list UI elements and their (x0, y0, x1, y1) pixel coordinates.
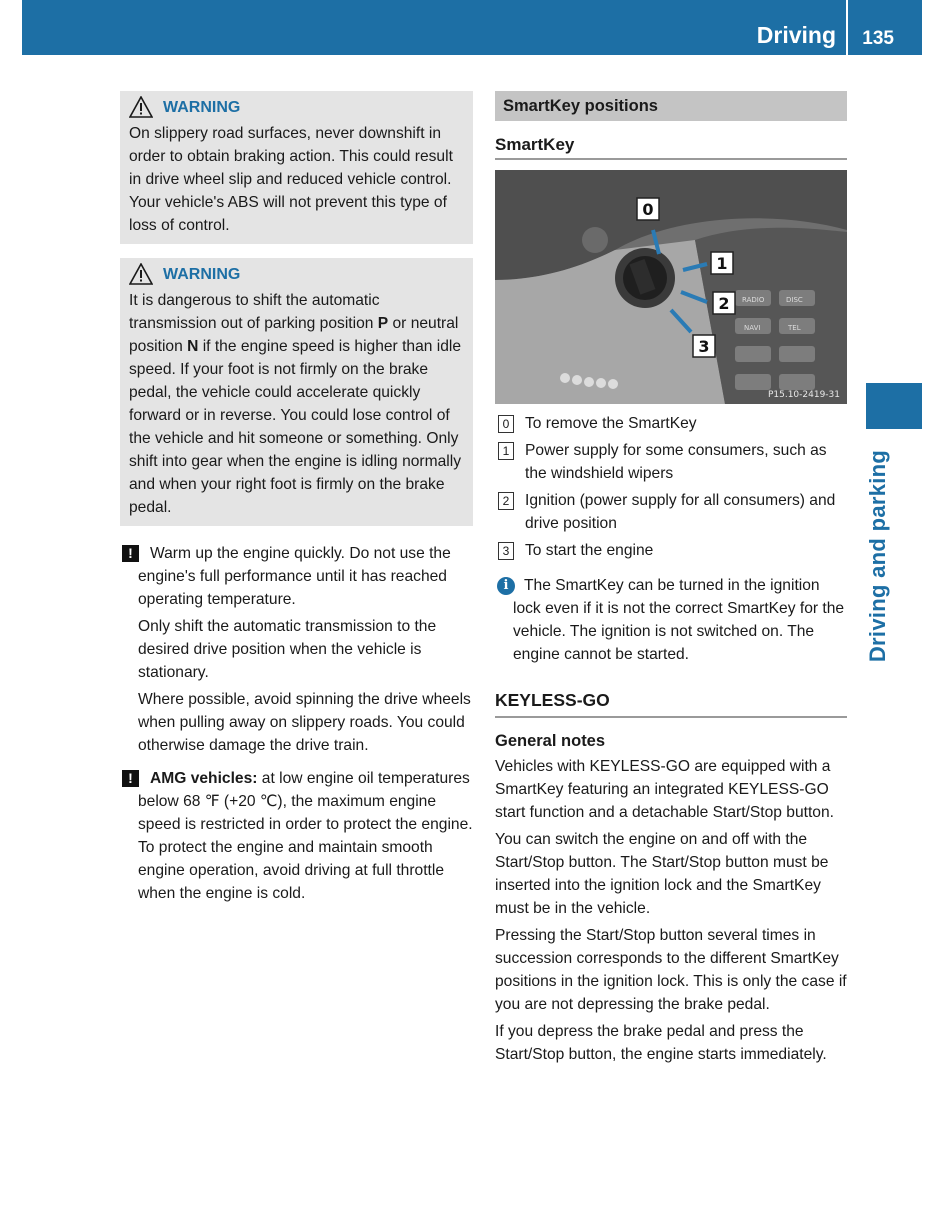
position-text: To start the engine (525, 542, 654, 559)
page-number: 135 (862, 28, 894, 49)
body-paragraph: If you depress the brake pedal and press the Start/Stop button, the engine starts immediately. (495, 1023, 827, 1063)
warning-box-1 (120, 91, 473, 244)
right-column (495, 91, 847, 1070)
note-bold-lead: AMG vehicles: (150, 770, 258, 787)
note-paragraph: Where possible, avoid spinning the drive wheels when pulling away on slippery roads. You could otherwise damage the drive train. (138, 691, 471, 754)
position-text: To remove the SmartKey (525, 415, 697, 432)
warning-text-part: if the engine speed is higher than idle speed. If your foot is not firmly on the brake pedal, the vehicle could accelerate quickly forward or in reverse. You could lose control of the vehicle and hit someone or something. Only shift into gear when the engine is idling normally and when your right foot is firmly on the brake pedal. (129, 338, 462, 516)
callout-3: 3 (698, 337, 710, 356)
exclamation-icon: ! (122, 770, 139, 787)
warning-triangle-icon (129, 96, 153, 118)
section-title: Driving (756, 22, 836, 48)
ignition-lock-photo (495, 170, 847, 404)
position-number-box: 0 (498, 415, 514, 433)
list-item (495, 539, 847, 562)
general-notes-heading: General notes (495, 732, 606, 750)
radio-button-label: RADIO (742, 296, 765, 304)
callout-1: 1 (716, 254, 728, 273)
gear-position-n: N (187, 338, 199, 355)
chapter-tab-label (865, 440, 891, 672)
body-paragraph: Pressing the Start/Stop button several times in succession corresponds to the different SmartKey positions in the ignition lock. This is only the case if you are not depressing the brake pedal. (495, 927, 847, 1013)
caution-note-2 (120, 767, 473, 905)
info-text: The SmartKey can be turned in the ignition lock even if it is not the correct SmartKey for the vehicle. The ignition is not switched on. The engine cannot be started. (513, 577, 845, 663)
body-paragraph: Vehicles with KEYLESS-GO are equipped with a SmartKey featuring an integrated KEYLESS-GO start function and a detachable Start/Stop button. (495, 758, 834, 821)
list-item (495, 412, 847, 435)
list-item (495, 489, 847, 535)
position-number-box: 2 (498, 492, 514, 510)
exclamation-icon: ! (122, 545, 139, 562)
section-heading: SmartKey positions (495, 91, 847, 121)
subsection-heading: SmartKey (495, 135, 847, 160)
warning-text: On slippery road surfaces, never downshift in order to obtain braking action. This could result in drive wheel slip and reduced vehicle control. Your vehicle's ABS will not prevent this type of loss of control. (129, 125, 453, 234)
caution-note-1 (120, 542, 473, 757)
warning-text-part: or neutral position (129, 315, 459, 355)
keyless-go-heading: KEYLESS-GO (495, 690, 847, 718)
page-header (22, 0, 922, 55)
warning-heading (129, 262, 465, 286)
note-paragraph: Only shift the automatic transmission to the desired drive position when the vehicle is stationary. (138, 618, 437, 681)
header-divider (846, 0, 848, 55)
image-code: P15.10-2419-31 (767, 390, 840, 400)
warning-triangle-icon (129, 263, 153, 285)
info-note (495, 574, 847, 666)
warning-text-part: It is dangerous to shift the automatic transmission out of parking position (129, 292, 380, 332)
callout-2: 2 (718, 294, 730, 313)
note-text: at low engine oil temperatures below 68 ℉ (+20 ℃), the maximum engine speed is restricted in order to protect the engine. To protect the engine and maintain smooth engine operation, avoid driving at full throttle when the engine is cold. (138, 770, 473, 902)
body-paragraph: You can switch the engine on and off with the Start/Stop button. The Start/Stop button must be inserted into the ignition lock and the SmartKey must be in the vehicle. (495, 831, 829, 917)
navi-button-label: NAVI (744, 324, 761, 332)
warning-heading (129, 95, 465, 119)
warning-text (129, 289, 465, 519)
chapter-tab-text: Driving and parking (865, 449, 890, 663)
left-column (120, 91, 473, 909)
position-text: Power supply for some consumers, such as the windshield wipers (525, 442, 827, 482)
note-paragraph: Warm up the engine quickly. Do not use the engine's full performance until it has reached operating temperature. (138, 545, 451, 608)
info-icon: i (497, 577, 515, 595)
chapter-tab-marker (866, 383, 922, 429)
disc-button-label: DISC (786, 296, 803, 304)
note-paragraph (138, 767, 473, 905)
position-number-box: 3 (498, 542, 514, 560)
position-text: Ignition (power supply for all consumers) and drive position (525, 492, 836, 532)
position-number-box: 1 (498, 442, 514, 460)
warning-title: WARNING (163, 98, 241, 116)
tel-button-label: TEL (788, 324, 801, 332)
smartkey-positions-list (495, 412, 847, 562)
callout-0: 0 (642, 200, 654, 219)
warning-title: WARNING (163, 265, 241, 283)
gear-position-p: P (377, 315, 389, 332)
general-notes-body (495, 755, 847, 1066)
list-item (495, 439, 847, 485)
warning-box-2 (120, 258, 473, 526)
